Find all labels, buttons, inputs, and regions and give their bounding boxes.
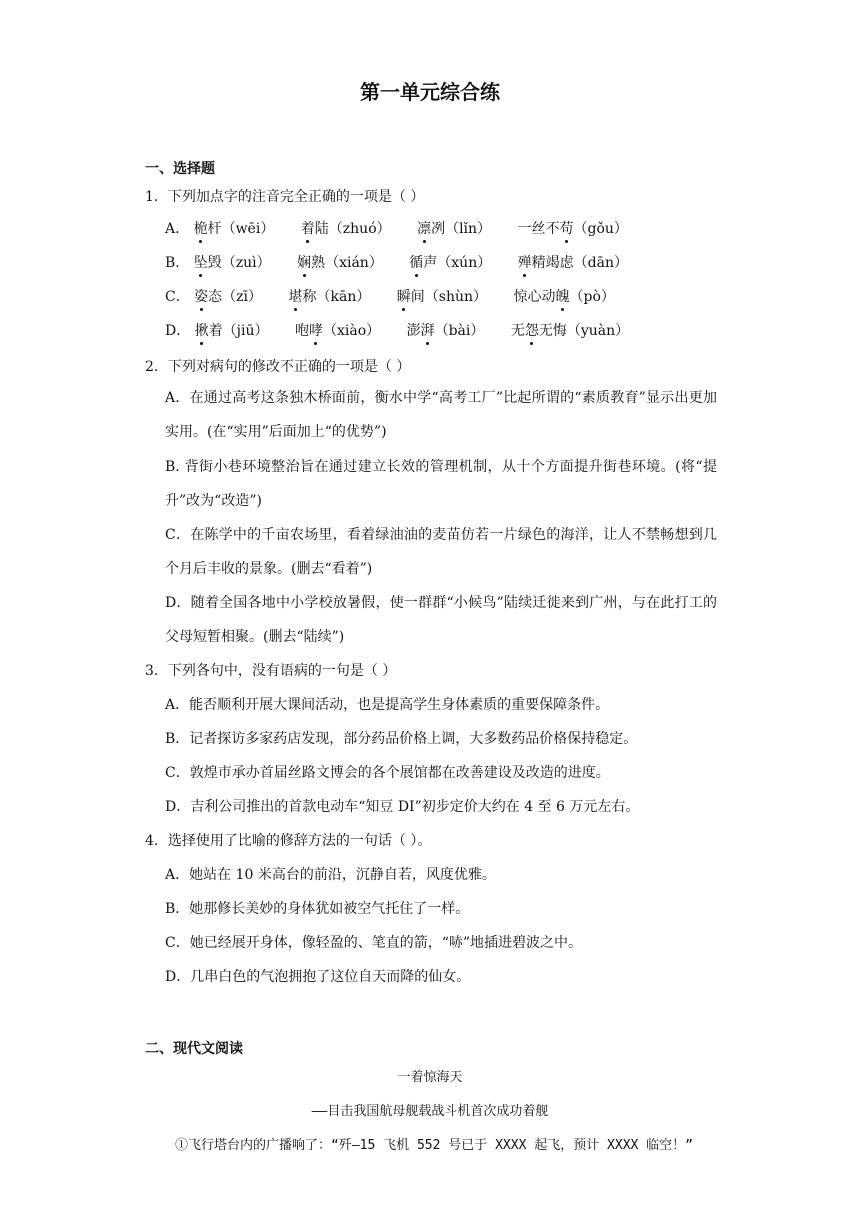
question-1-option-d	[165, 320, 629, 340]
dotted-char: 着	[301, 218, 315, 238]
option-letter: B．	[165, 255, 190, 271]
dotted-char: 揪	[195, 320, 209, 340]
question-3-option-c: C．敦煌市承办首届丝路文博会的各个展馆都在改善建设及改造的进度。	[165, 765, 610, 781]
question-4-option-d: D．几串白色的气泡拥抱了这位自天而降的仙女。	[165, 969, 471, 985]
pinyin-item: 瞬间（shùn）	[397, 286, 487, 306]
pinyin-item: 凛冽（lǐn）	[417, 218, 491, 238]
pinyin-item: 一丝不苟（gǒu）	[518, 218, 628, 238]
question-1-stem: 1．下列加点字的注音完全正确的一项是（ ）	[145, 189, 425, 205]
question-2-option-b: B. 背街小巷环境整治旨在通过建立长效的管理机制，从十个方面提升街巷环境。(将“提升”改为“改造”)	[165, 459, 717, 509]
option-letter: D．	[165, 323, 191, 339]
article-subtitle: ——目击我国航母舰载战斗机首次成功着舰	[311, 1104, 549, 1119]
dotted-char: 苟	[560, 218, 574, 238]
pinyin-item: 澎湃（bài）	[407, 320, 485, 340]
dotted-char: 坠	[194, 252, 208, 272]
question-4-option-b: B．她那修长美妙的身体犹如被空气托住了一样。	[165, 901, 470, 917]
pinyin-item: 揪着（jiū）	[195, 320, 269, 340]
dotted-char: 湃	[421, 320, 435, 340]
dotted-char: 魄	[555, 286, 569, 306]
pinyin-item: 殚精竭虑（dān）	[518, 252, 628, 272]
dotted-char: 循	[409, 252, 423, 272]
question-2-option-d: D．随着全国各地中小学校放暑假，使一群群“小候鸟”陆续迁徙来到广州，与在此打工的父母短暂相聚。(删去“陆续”)	[165, 595, 717, 645]
pinyin-item: 无怨无悔（yuàn）	[511, 320, 629, 340]
dotted-char: 瞬	[397, 286, 411, 306]
question-1-option-b	[165, 252, 628, 272]
dotted-char: 娴	[297, 252, 311, 272]
page-title: 第一单元综合练	[360, 80, 500, 104]
question-3-option-a: A．能否顺利开展大课间活动，也是提高学生身体素质的重要保障条件。	[165, 697, 610, 713]
pinyin-item: 姿态（zī）	[194, 286, 262, 306]
pinyin-item: 桅杆（wēi）	[194, 218, 275, 238]
dotted-char: 殚	[518, 252, 532, 272]
section-heading-reading: 二、现代文阅读	[145, 1041, 243, 1057]
dotted-char: 凛	[417, 218, 431, 238]
question-3-option-b: B．记者探访多家药店发现，部分药品价格上调，大多数药品价格保持稳定。	[165, 731, 638, 747]
question-4-stem: 4．选择使用了比喻的修辞方法的一句话（ ）。	[145, 833, 432, 849]
question-3-stem: 3．下列各句中，没有语病的一句是（ ）	[145, 663, 397, 679]
article-title: 一着惊海天	[397, 1070, 463, 1085]
question-3-option-d: D．吉利公司推出的首款电动车“知豆 DI”初步定价大约在 4 至 6 万元左右。	[165, 799, 640, 815]
dotted-char: 姿	[194, 286, 208, 306]
dotted-char: 哮	[309, 320, 323, 340]
pinyin-item: 娴熟（xián）	[297, 252, 383, 272]
pinyin-item: 坠毁（zuì）	[194, 252, 271, 272]
dotted-char: 怨	[525, 320, 539, 340]
dotted-char: 堪	[288, 286, 302, 306]
question-2-stem: 2．下列对病句的修改不正确的一项是（ ）	[145, 359, 411, 375]
question-2-option-c: C．在陈学中的千亩农场里，看着绿油油的麦苗仿若一片绿色的海洋，让人不禁畅想到几个月后丰收的景象。(删去“看着”)	[165, 527, 717, 577]
question-1-option-a	[165, 218, 628, 238]
option-letter: C．	[165, 289, 190, 305]
dotted-char: 桅	[194, 218, 208, 238]
pinyin-item: 惊心动魄（pò）	[513, 286, 614, 306]
pinyin-item: 咆哮（xiào）	[295, 320, 380, 340]
pinyin-item: 循声（xún）	[409, 252, 491, 272]
question-4-option-a: A．她站在 10 米高台的前沿，沉静自若，风度优雅。	[165, 867, 496, 883]
question-4-option-c: C．她已经展开身体，像轻盈的、笔直的箭，“哧”地插进碧波之中。	[165, 935, 583, 951]
option-letter: A．	[165, 221, 190, 237]
question-1-option-c	[165, 286, 615, 306]
article-paragraph-1: ①飞行塔台内的广播响了：“歼—15 飞机 552 号已于 XXXX 起飞，预计 XXXX 临空！”	[175, 1138, 694, 1153]
pinyin-item: 堪称（kān）	[288, 286, 370, 306]
question-2-option-a: A．在通过高考这条独木桥面前，衡水中学“高考工厂”比起所谓的“素质教育”显示出更加实用。(在“实用”后面加上“的优势”)	[165, 390, 717, 440]
pinyin-item: 着陆（zhuó）	[301, 218, 391, 238]
section-heading-choice: 一、选择题	[145, 161, 215, 177]
